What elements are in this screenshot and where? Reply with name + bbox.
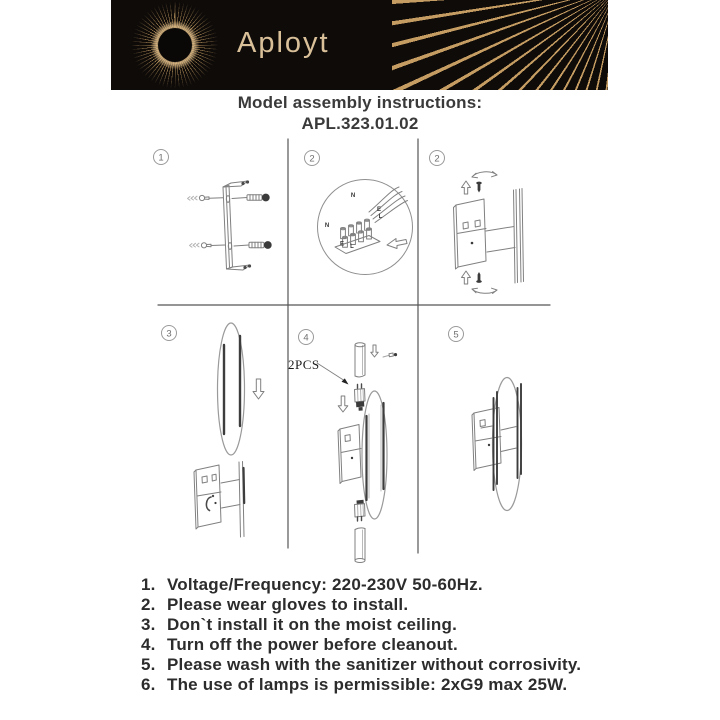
wire-label-l-bottom: L bbox=[350, 244, 354, 250]
wire-label-l-right: L bbox=[378, 214, 383, 220]
instruction-item-4 bbox=[141, 635, 581, 655]
wire-label-n-left: N bbox=[324, 223, 330, 229]
title-line-2: APL.323.01.02 bbox=[301, 113, 419, 133]
step-2-wiring-diagram bbox=[318, 180, 413, 275]
brand-name: Aployt bbox=[237, 27, 330, 59]
instruction-item-1 bbox=[141, 575, 581, 595]
step-4-diagram bbox=[288, 343, 397, 563]
instruction-list bbox=[141, 575, 581, 694]
instruction-text: The use of lamps is permissible: 2xG9 max 25W. bbox=[167, 674, 568, 694]
instruction-text: Turn off the power before cleanout. bbox=[167, 634, 458, 654]
badge-4: 4 bbox=[303, 332, 309, 344]
step-3-diagram bbox=[194, 323, 264, 537]
wire-label-e-bottom: E bbox=[339, 241, 345, 248]
instruction-item-6 bbox=[141, 675, 581, 695]
wire-label-e-right: E bbox=[376, 207, 382, 213]
instruction-number: 4. bbox=[141, 634, 156, 654]
step-2b-diagram bbox=[454, 172, 524, 294]
instruction-item-5 bbox=[141, 655, 581, 675]
wire-label-n-top: N bbox=[350, 193, 356, 199]
instruction-text: Please wear gloves to install. bbox=[167, 594, 409, 614]
instruction-item-2 bbox=[141, 595, 581, 615]
step-5-diagram bbox=[472, 378, 522, 511]
instruction-text: Please wash with the sanitizer without corrosivity. bbox=[167, 654, 582, 674]
step-1-diagram bbox=[188, 180, 272, 270]
badge-2b: 2 bbox=[434, 153, 440, 165]
instruction-item-3 bbox=[141, 615, 581, 635]
badge-5: 5 bbox=[453, 329, 459, 341]
badge-2: 2 bbox=[309, 153, 315, 165]
badge-1: 1 bbox=[158, 152, 164, 164]
instruction-number: 1. bbox=[141, 575, 156, 594]
grid-lines bbox=[158, 139, 550, 553]
instruction-number: 3. bbox=[141, 614, 156, 634]
instruction-number: 2. bbox=[141, 594, 156, 614]
instruction-text: Voltage/Frequency: 220-230V 50-60Hz. bbox=[167, 575, 483, 594]
badge-3: 3 bbox=[166, 328, 172, 340]
instruction-number: 6. bbox=[141, 674, 156, 694]
qty-note: 2PCS bbox=[288, 357, 320, 372]
instruction-number: 5. bbox=[141, 654, 156, 674]
title-line-1: Model assembly instructions: bbox=[237, 93, 483, 112]
step-badges bbox=[154, 150, 464, 345]
instruction-text: Don`t install it on the moist ceiling. bbox=[167, 614, 457, 634]
